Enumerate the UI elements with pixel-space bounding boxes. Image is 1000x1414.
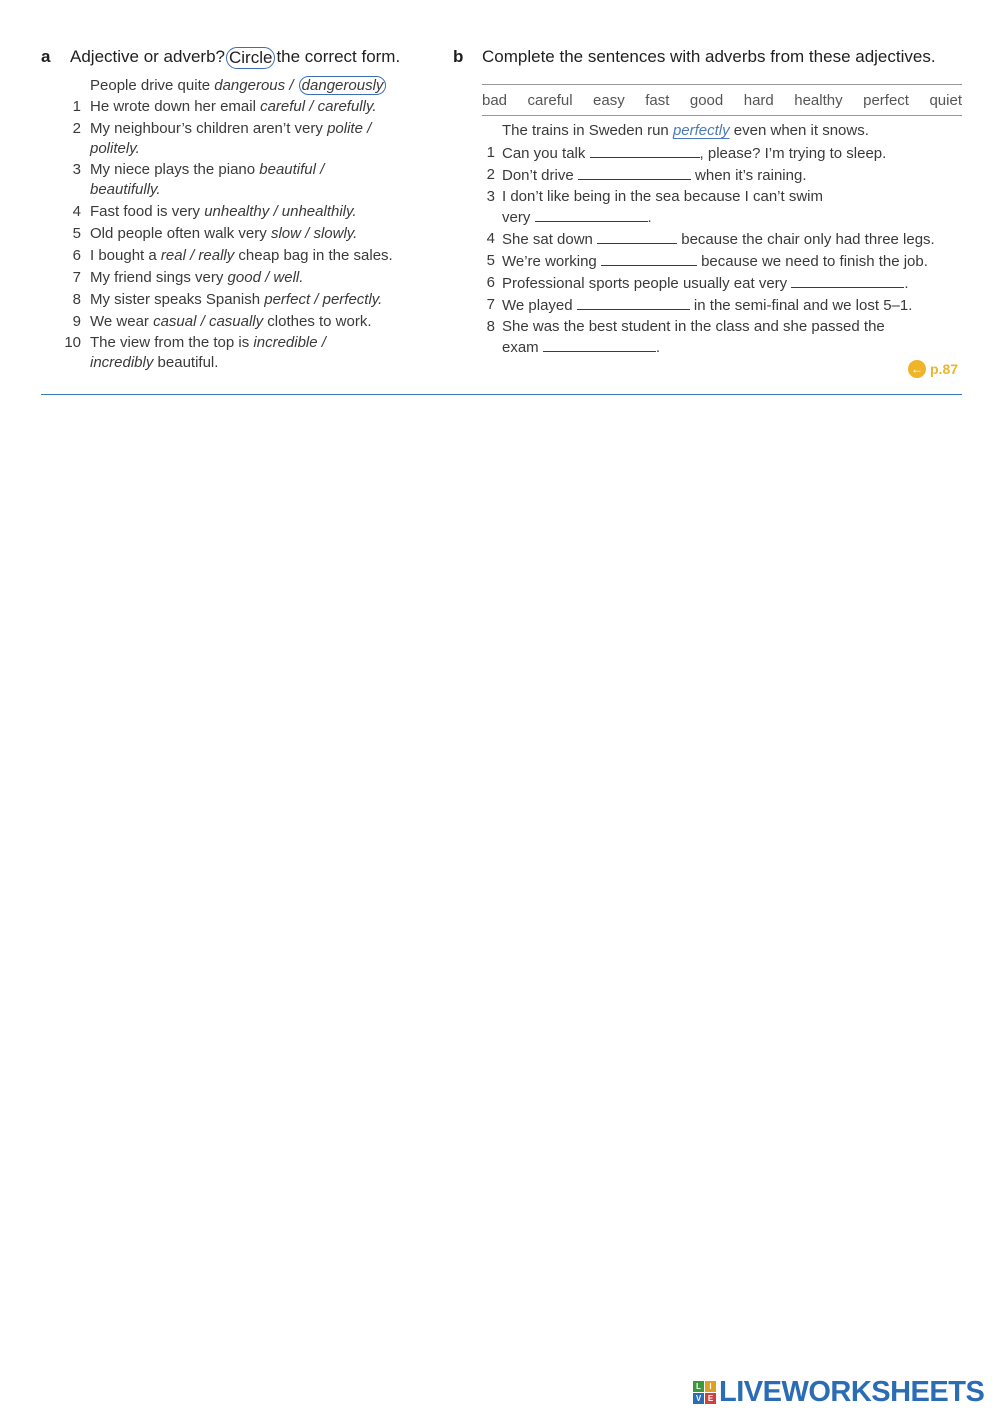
section-letter: a [41,47,51,66]
answer-blank[interactable] [543,337,656,352]
logo-grid-letter: V [693,1393,704,1404]
item-number: 5 [72,225,81,242]
word-bank-item: healthy [794,91,843,109]
word-bank [482,84,962,116]
example-answer: perfectly [672,122,730,139]
item-number: 2 [486,166,495,183]
item-number: 10 [64,334,81,351]
logo-grid-icon [693,1381,716,1404]
item-number: 7 [72,269,81,286]
answer-blank[interactable] [791,273,904,288]
section-b-title [453,47,936,67]
arrow-left-icon: ← [908,360,926,378]
logo-grid-letter: I [705,1381,716,1392]
logo-grid-letter: L [693,1381,704,1392]
section-a-title [41,47,400,69]
choice-options[interactable]: incredible / [253,334,326,351]
answer-blank[interactable] [535,207,648,222]
answer-blank[interactable] [601,251,697,266]
item-number: 4 [486,230,495,247]
page-reference[interactable] [908,360,958,378]
choice-options[interactable]: unhealthy / unhealthily. [204,203,357,220]
answer-blank[interactable] [597,229,677,244]
item-number: 6 [72,247,81,264]
choice-options[interactable]: beautiful / [259,161,325,178]
item-number: 7 [486,296,495,313]
liveworksheets-logo [693,1376,984,1409]
title-text-end: the correct form. [276,47,401,66]
word-bank-item: fast [645,91,670,109]
choice-options[interactable]: slow / slowly. [270,225,358,242]
item-number: 8 [486,318,495,335]
logo-text: LIVEWORKSHEETS [719,1376,985,1408]
item-number: 1 [486,144,495,161]
section-divider [41,394,962,395]
item-number: 6 [486,274,495,291]
answer-blank[interactable] [578,165,691,180]
item-number: 4 [72,203,81,220]
choice-options[interactable]: casual / casually [153,313,264,330]
word-bank-item: bad [482,91,508,109]
item-number: 3 [72,161,81,178]
choice-options[interactable]: real / really [160,247,235,264]
item-number: 5 [486,252,495,269]
word-bank-item: hard [743,91,774,109]
answer-blank[interactable] [590,143,700,158]
word-bank-item: quiet [929,91,962,109]
page-ref-label: p.87 [930,361,959,377]
choice-options[interactable]: perfect / perfectly. [264,291,383,308]
choice-options[interactable]: good / well. [227,269,304,286]
item-number: 2 [72,120,81,137]
title-text: Complete the sentences with adverbs from these adjectives. [482,47,936,66]
section-letter: b [453,47,464,66]
item-number: 3 [486,188,495,205]
word-bank-item: careful [527,91,573,109]
choice-options[interactable]: politely. [90,140,140,157]
circled-answer[interactable]: dangerously [299,76,387,95]
choice-options[interactable]: careful / carefully. [260,98,377,115]
item-number: 9 [72,313,81,330]
word-bank-item: perfect [863,91,909,109]
title-circled-word: Circle [226,47,275,69]
choice-options[interactable]: beautifully. [90,181,161,198]
item-number: 8 [72,291,81,308]
word-bank-item: easy [593,91,625,109]
item-number: 1 [72,98,81,115]
title-text: Adjective or adverb? [70,47,225,66]
choice-options[interactable]: incredibly [90,354,154,371]
word-bank-item: good [689,91,724,109]
logo-grid-letter: E [705,1393,716,1404]
choice-options[interactable]: polite / [327,120,372,137]
answer-blank[interactable] [577,295,690,310]
